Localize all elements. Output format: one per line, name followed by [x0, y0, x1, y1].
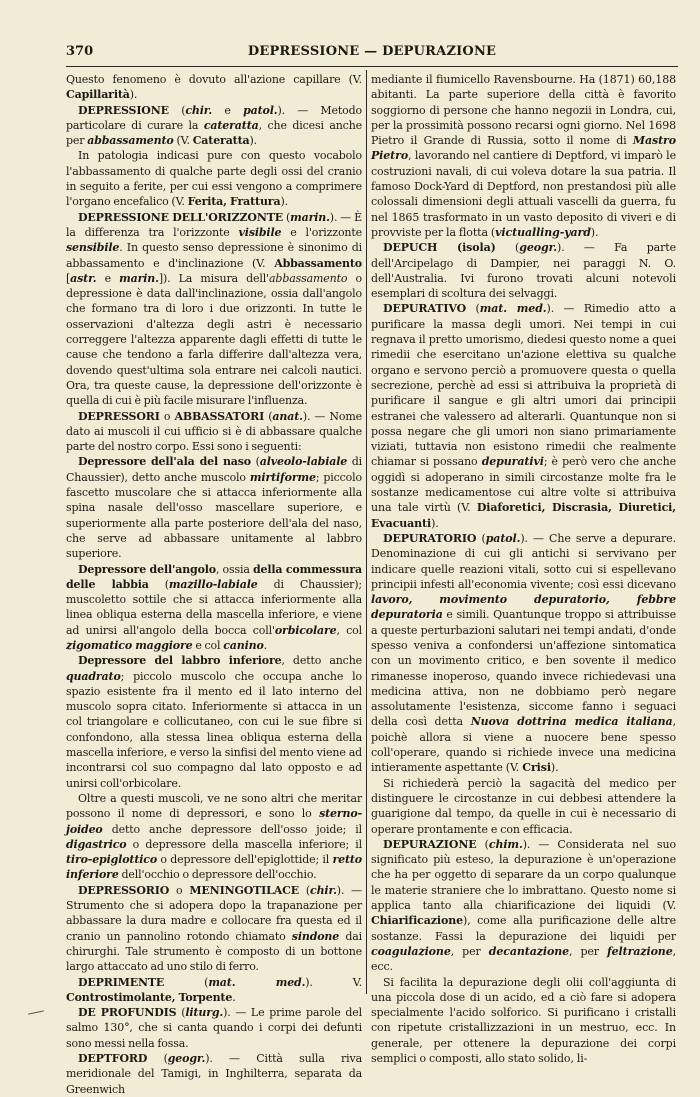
- headword-text: DEPURAZIONE: [383, 837, 477, 851]
- headword-text: MENINGOTILACE: [189, 883, 299, 897]
- body-text: di Chaussier), detto anche muscolo: [66, 455, 362, 484]
- entry-paragraph: [66, 975, 362, 1006]
- headword-text: DEPURATORIO: [383, 531, 477, 545]
- headword-text: mat. med.: [479, 302, 547, 316]
- headword-text: liturg.: [185, 1006, 224, 1020]
- body-text: , poichè allora si viene a nuocere bene spesso coll'operare, quando si richiede invece una medicina intieramente aspettante (V.: [371, 715, 676, 775]
- body-text: .: [232, 990, 236, 1004]
- body-text: ). — Che serve a depurare. Denominazione di cui gli antichi si servivano per indicare quelle reazioni vitali, sotto cui si espellevano principii infesti all'economia vivente; così essi dicevano: [371, 531, 676, 591]
- body-text: In patologia indicasi pure con questo vocabolo l'abbassamento di qualche parte degli ossi del cranio in seguito a ferite, per cui essi vengono a comprimere l'organo encefalico (V.: [66, 149, 362, 209]
- body-text: o depressore dell'epiglottide; il: [157, 853, 333, 867]
- body-text: (: [299, 883, 311, 897]
- entry-paragraph: [371, 301, 676, 530]
- headword-text: ABBASSATORI: [174, 409, 265, 423]
- body-text: ). — Metodo particolare di curare la: [66, 103, 362, 132]
- entry-paragraph: [66, 883, 362, 975]
- headword-text: DEPRESSORIO: [78, 883, 170, 897]
- page-header: [66, 44, 678, 64]
- body-text: e: [96, 271, 120, 285]
- entry-paragraph: [66, 103, 362, 149]
- headword-text: geogr.: [167, 1052, 206, 1065]
- body-text: ).: [590, 225, 599, 239]
- body-text: (: [176, 1006, 186, 1020]
- body-text: e: [212, 103, 244, 117]
- headword-text: sensibile: [66, 241, 120, 255]
- body-text: (: [476, 531, 486, 545]
- body-text: (: [164, 975, 209, 989]
- body-text: dell'occhio o depressore dell'occhio.: [118, 868, 317, 882]
- entry-paragraph: [371, 776, 676, 837]
- body-text: o depressione è data dall'inclinazione, ossia dall'angolo che formano tra di loro i due orizzonti. In tutte le osservazioni d'altezza degli astri è necessario correggere l'altezza apparente dagli effetti di tutte le cause che tendono a farla differire dall'altezza vera, dovendo quest'ultima sola entrare nei calcoli nautici. Ora, tra queste cause, la depressione dell'orizzonte è quella di cui è più facile misurare l'influenza.: [66, 271, 362, 408]
- body-text: detto anche depressore dell'osso joide; il: [102, 822, 362, 836]
- body-text: (: [148, 577, 169, 591]
- headword-text: zigomatico maggiore: [66, 638, 193, 652]
- body-text: e col: [192, 638, 224, 652]
- headword-text: tiro-epiglottico: [66, 853, 158, 867]
- body-text: (V.: [173, 134, 193, 148]
- entry-paragraph: [66, 454, 362, 561]
- body-text: mediante il fiumicello Ravensbourne. Ha (1871) 60,188 abitanti. La parte superiore della città è favorito soggiorno di persone che hanno negozii in Londra, cui, per la prossimità possono recarsi ogni giorno. Nel 1698 Pietro il Grande di Russia, sotto il nome di: [371, 73, 676, 148]
- continued-paragraph: [66, 72, 362, 103]
- body-text: (: [495, 241, 520, 255]
- headword-text: depurativi: [481, 455, 544, 469]
- headword-text: quadrato: [66, 669, 121, 683]
- body-text: ). V.: [305, 975, 362, 989]
- body-text: ).: [550, 761, 559, 775]
- headword-text: DEPRESSIONE DELL'ORIZZONTE: [78, 210, 283, 224]
- headword-text: canino: [223, 638, 264, 652]
- body-text: (: [168, 103, 186, 117]
- body-text: ). — Strumento che si adopera dopo la trapanazione per abbassare la dura madre e collocare fra questa ed il cranio un pannolino rotondo chiamato: [66, 883, 362, 943]
- headword-text: marin.: [119, 271, 159, 285]
- body-text: ). — Rimedio atto a purificare la massa degli umori. Nei tempi in cui regnava il pretto umorismo, diedesi questo nome a quei rimedii che esercitano un'azione elettiva su qualche organo e servono perciò a promuovere questa o quella secrezione, perchè ad essi si attribuiva la proprietà di purificare il sangue e gli altri umori dai principii estranei che valessero ad alterarli. Quantunque non si possa negare che gli umori non siano primariamente viziati, tuttavia non esistono rimedii che realmente chiamar si possano: [371, 302, 676, 469]
- headword-text: Ferita, Frattura: [187, 195, 281, 209]
- header-rule: [66, 66, 678, 67]
- body-text: , detto anche: [281, 654, 362, 668]
- page-number: 370: [66, 44, 94, 59]
- body-text: ). — Città sulla riva meridionale del Tamigi, in Inghilterra, separata da Greenwich: [66, 1052, 362, 1096]
- body-text: , ossia: [216, 562, 253, 576]
- running-head: DEPRESSIONE — DEPURAZIONE: [247, 44, 497, 59]
- headword-text: chir.: [185, 103, 213, 117]
- body-text: , col: [336, 623, 362, 637]
- headword-text: patol.: [485, 531, 521, 545]
- headword-text: visibile: [238, 225, 282, 239]
- headword-text: Controstimolante, Torpente: [66, 990, 233, 1004]
- headword-text: abbassamento: [87, 134, 174, 148]
- entry-paragraph: [66, 653, 362, 791]
- headword-text: Nuova dottrina medica italiana: [470, 715, 673, 729]
- entry-paragraph: [66, 409, 362, 455]
- body-text: ]). La misura dell': [158, 271, 270, 285]
- headword-text: Depressore dell'ala del naso: [78, 455, 251, 469]
- body-text: , per: [450, 944, 489, 958]
- headword-text: geogr.: [519, 241, 557, 255]
- body-text: dai chirurghi. Tale strumento è composto di un bottone largo attaccato ad uno stilo di ferro.: [66, 929, 363, 974]
- headword-text: anat.: [272, 409, 303, 423]
- body-text: Si facilita la depurazione degli olii coll'aggiunta di una piccola dose di un acido, ed a ciò fare si adopera specialmente l'acido solforico. Si purificano i cristalli con ripetute cristallizzazioni in un mestruo, ecc. In generale, per ottenere la depurazione dei corpi semplici o composti, allo stato solido, li-: [371, 975, 676, 1065]
- headword-text: DEPRESSIONE: [78, 103, 169, 117]
- entry-paragraph: [66, 148, 362, 209]
- body-text: e l'orizzonte: [281, 225, 362, 239]
- right-column: [371, 72, 676, 1066]
- headword-text: victualling-yard: [495, 225, 591, 239]
- headword-text: retto inferiore: [66, 853, 362, 882]
- body-text: , che dicesi anche per: [66, 118, 362, 148]
- body-text: o: [169, 883, 190, 897]
- body-text: ). — Le prime parole del salmo 130°, che si canta quando i corpi dei defunti sono messi nella fossa.: [66, 1006, 362, 1050]
- headword-text: Crisi: [522, 761, 551, 775]
- body-text: ), come alla purificazione delle altre sostanze. Fassi la depurazione dei liquidi per: [371, 914, 676, 943]
- body-text: Oltre a questi muscoli, ve ne sono altri che meritar possono il nome di depressori, e sono lo: [66, 791, 362, 821]
- headword-text: coagulazione: [371, 944, 451, 958]
- headword-text: Chiarificazione: [371, 914, 464, 928]
- body-text: .: [263, 638, 268, 652]
- continued-paragraph: [371, 72, 676, 240]
- headword-text: chim.: [488, 837, 523, 851]
- body-text: ).: [280, 195, 288, 209]
- headword-text: DEPRIMENTE: [78, 975, 165, 989]
- body-text: (: [466, 302, 480, 316]
- headword-text: Cateratta: [192, 134, 250, 148]
- headword-text: DEPRESSORI: [78, 409, 160, 423]
- body-text: (: [283, 210, 291, 224]
- margin-mark: [28, 1010, 44, 1014]
- body-text: e simili. Quantunque troppo si attribuisse a queste perturbazioni salutari nei tempi andati, d'onde spesso veniva a confondersi un'affezione sintomatica con un movimento critico, e ben sovente il medico rimanesse inoperoso, quando invece richiedevasi una medicina attiva, non ne dobbiamo però negare assolutamente l'esistenza, siccome fanno i seguaci della così detta: [371, 608, 676, 729]
- left-column: [66, 72, 362, 1097]
- body-text: , ecc.: [371, 944, 677, 974]
- headword-text: astr.: [70, 271, 97, 285]
- body-text: , per: [569, 944, 608, 958]
- headword-text: Abbassamento: [274, 256, 362, 270]
- headword-text: cateratta: [203, 118, 259, 132]
- headword-text: lavoro, movimento depuratorio, febbre depuratoria: [371, 593, 676, 622]
- entry-paragraph: [371, 975, 676, 1067]
- headword-text: sindone: [291, 929, 340, 943]
- headword-text: DEPURATIVO: [383, 302, 467, 316]
- headword-text: alveolo-labiale: [259, 455, 348, 469]
- body-text: [: [66, 271, 71, 285]
- headword-text: Mastro Pietro: [371, 134, 676, 163]
- body-text: Questo fenomeno è dovuto all'azione capillare (V.: [66, 73, 362, 86]
- body-text: (: [251, 455, 260, 469]
- body-text: o depressore della mascella inferiore; il: [126, 837, 362, 851]
- headword-text: DEPTFORD: [78, 1052, 148, 1065]
- headword-text: chir.: [310, 883, 337, 897]
- body-text: ; piccolo muscolo che occupa anche lo spazio esistente fra il mento ed il lato interno del muscolo sopra citato. Inferiormente si attacca in un col triangolare e collicutaneo, con cui le sue fibre si confondono, alla stessa linea obliqua esterna della mascella inferiore, e verso la sinfisi del mento viene ad incontrarsi col suo compagno dal lato opposto e ad unirsi coll'orbicolare.: [66, 669, 362, 790]
- headword-text: sterno-joideo: [66, 807, 362, 836]
- headword-text: orbicolare: [274, 623, 337, 637]
- italic-term: abbassamento: [269, 271, 348, 285]
- headword-text: patol.: [243, 103, 278, 117]
- body-text: ).: [431, 516, 439, 530]
- entry-paragraph: [371, 837, 676, 975]
- body-text: , lavorando nel cantiere di Deptford, vi imparò le costruzioni navali, di cui voleva dotare la sua patria. Il famoso Dock-Yard di Deptford, non prestandosi più alle colossali dimensioni degli attuali vascelli da guerra, fu nel 1865 trasformato in un vasto deposito di viveri e di provviste per la flotta (: [371, 149, 676, 239]
- body-text: Si richiederà perciò la sagacità del medico per distinguere le circostanze in cui debbesi attendere la guarigione dal tempo, da quelle in cui è necessario di operare prontamente e con efficacia.: [371, 776, 676, 836]
- body-text: (: [264, 409, 273, 423]
- column-divider: [366, 70, 367, 994]
- headword-text: DEPUCH (isola): [383, 241, 496, 255]
- body-text: ). — È la differenza tra l'orizzonte: [66, 210, 362, 239]
- entry-paragraph: [371, 531, 676, 776]
- entry-paragraph: [66, 562, 362, 654]
- body-text: di Chaussier); muscoletto sottile che si attacca inferiormente alla linea obliqua esterna della mascella inferiore, e viene ad unirsi all'angolo della bocca coll': [66, 577, 362, 637]
- headword-text: mazillo-labiale: [168, 577, 258, 591]
- body-text: ).: [249, 134, 258, 148]
- headword-text: mat. med.: [208, 975, 306, 989]
- headword-text: decantazione: [488, 944, 570, 958]
- headword-text: Capillarità: [66, 88, 130, 102]
- headword-text: marin.: [290, 210, 330, 224]
- headword-text: mirtiforme: [249, 470, 316, 484]
- body-text: ).: [129, 88, 138, 102]
- headword-text: della commessura delle labbia: [66, 562, 363, 591]
- headword-text: Diaforetici, Discrasia, Diuretici, Evacuanti: [371, 501, 676, 530]
- headword-text: DE PROFUNDIS: [78, 1006, 177, 1020]
- body-text: o: [159, 409, 175, 423]
- body-text: ; piccolo fascetto muscolare che si attacca inferiormente alla spina nasale dell'osso mascellare superiore, e superiormente alla parte posteriore dell'ala del naso, che serve ad abbassare unitamente al labbro superiore.: [66, 470, 362, 561]
- body-text: . In questo senso depressione è sinonimo di abbassamento e d'inclinazione (V.: [66, 241, 362, 270]
- headword-text: digastrico: [66, 837, 127, 851]
- entry-paragraph: [66, 1005, 362, 1051]
- body-text: (: [476, 837, 489, 851]
- body-text: (: [147, 1052, 168, 1065]
- headword-text: Depressore del labbro inferiore: [78, 654, 282, 668]
- body-text: ). — Considerata nel suo significato più esteso, la depurazione è un'operazione che ha per oggetto di separare da un corpo qualunque le materie straniere che lo imbrattano. Questo nome si applica tanto alla chiarificazione dei liquidi (V.: [371, 837, 676, 913]
- headword-text: Depressore dell'angolo: [78, 562, 216, 576]
- entry-paragraph: [66, 791, 362, 883]
- body-text: ). — Nome dato ai muscoli il cui ufficio si è di abbassare qualche parte del nostro corpo. Essi sono i seguenti:: [66, 409, 362, 454]
- headword-text: feltrazione: [607, 944, 673, 958]
- entry-paragraph: [371, 240, 676, 301]
- entry-paragraph: [66, 210, 362, 409]
- entry-paragraph: [66, 1051, 362, 1097]
- body-text: ). — Fa parte dell'Arcipelago di Dampier, nei paraggi N. O. dell'Australia. Ivi furono trovati alcuni notevoli esemplari di scoltura dei selvaggi.: [371, 241, 677, 301]
- body-text: ; è però vero che anche oggidì si adoperano in simili circostanze molte fra le sostanze medicamentose cui altre volte si attribuiva una tale virtù (V.: [371, 455, 676, 515]
